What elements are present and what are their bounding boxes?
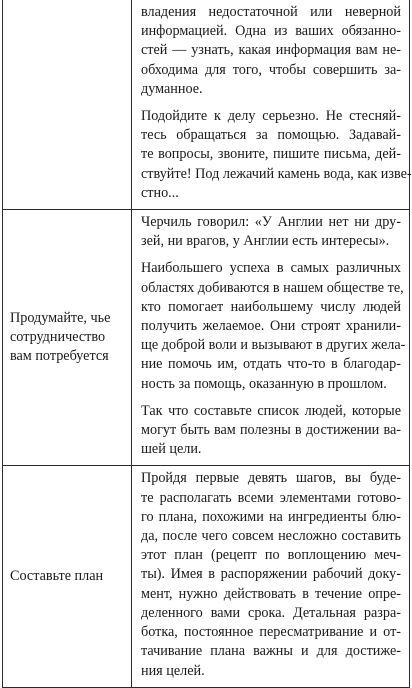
step-description-cell: [132, 466, 410, 687]
text-line: могут быть вам полезны в достижении ва-: [141, 422, 401, 439]
text-line: сотрудничество: [10, 329, 106, 346]
step-title-cell: [3, 466, 132, 687]
text-line: получить желаемое. Они строят хранили-: [141, 318, 401, 335]
text-line: Наибольшего успеха в самых различных: [141, 260, 401, 277]
paragraph: [141, 213, 401, 251]
text-line: Черчиль говорил: «У Англии нет ни дру-: [141, 214, 401, 231]
text-line: владения недостаточной или неверной: [141, 4, 401, 20]
text-line: ность за помощь, оказанную в прошлом.: [141, 375, 387, 392]
text-line: Подойдите к делу серьезно. Не стесняй-: [141, 108, 401, 125]
step-title: [3, 567, 131, 586]
paragraph: [141, 402, 401, 460]
text-line: ствуйте! Под лежачий камень вода, как изве-: [141, 165, 412, 182]
text-line: стей — узнать, какая информация вам не-: [141, 42, 401, 59]
table-row: [3, 0, 410, 210]
text-line: тесь обращаться за помощью. Задавай-: [141, 127, 401, 144]
text-line: вам потребуется: [10, 348, 109, 365]
paragraph: [141, 469, 401, 680]
text-line: деленного вами срока. Детальная разра-: [141, 604, 401, 621]
text-line: стно...: [141, 184, 179, 201]
text-line: тачивание плана важны и для достиже-: [141, 643, 401, 660]
step-description-cell: [132, 0, 410, 210]
text-line: мент, нужно действовать в течение опре-: [141, 585, 401, 602]
paragraph: [141, 259, 406, 393]
text-line: ние помочь им, отдать что-то в благодар-: [141, 356, 401, 373]
text-line: этот план (рецепт по воплощению меч-: [141, 547, 401, 564]
text-line: ботка, постоянное пересматривание и от-: [141, 624, 401, 641]
text-line: информацией. Одна из ваших обязанно-: [141, 23, 401, 40]
text-line: ты). Имея в распоряжении рабочий доку-: [141, 566, 401, 583]
steps-table: [2, 0, 410, 688]
text-line: Составьте план: [10, 567, 104, 584]
text-line: думанное.: [141, 80, 203, 97]
text-line: го плана, похожими на ингредиенты блю-: [141, 508, 401, 525]
text-line: Пройдя первые девять шагов, вы буде-: [141, 470, 401, 487]
text-line: кто помогает наибольшему числу людей: [141, 298, 401, 315]
paragraph: [141, 3, 401, 99]
text-line: областях добиваются в нашем обществе те,: [141, 279, 404, 296]
text-line: зей, ни врагов, у Англии есть интересы».: [141, 233, 390, 250]
text-line: те вопросы, звоните, пишите письма, дей-: [141, 146, 401, 163]
text-line: ще доброй воли и вызывают в других жела-: [141, 337, 406, 354]
text-line: те располагать всеми элементами готово-: [141, 489, 401, 506]
step-title-cell: [3, 210, 132, 466]
step-title-cell: [3, 0, 132, 210]
text-line: шей цели.: [141, 441, 202, 458]
text-line: да, после чего совсем несложно составить: [141, 528, 401, 545]
paragraph: [141, 107, 412, 203]
text-line: Так что составьте список людей, которые: [141, 402, 401, 419]
step-description-cell: [132, 210, 410, 466]
text-line: ния целей.: [141, 662, 205, 679]
text-line: Продумайте, чье: [10, 309, 111, 326]
step-title: [3, 309, 131, 367]
table-row: [3, 210, 410, 466]
text-line: обходима для того, чтобы совершить за-: [141, 61, 401, 78]
table-row: [3, 466, 410, 687]
